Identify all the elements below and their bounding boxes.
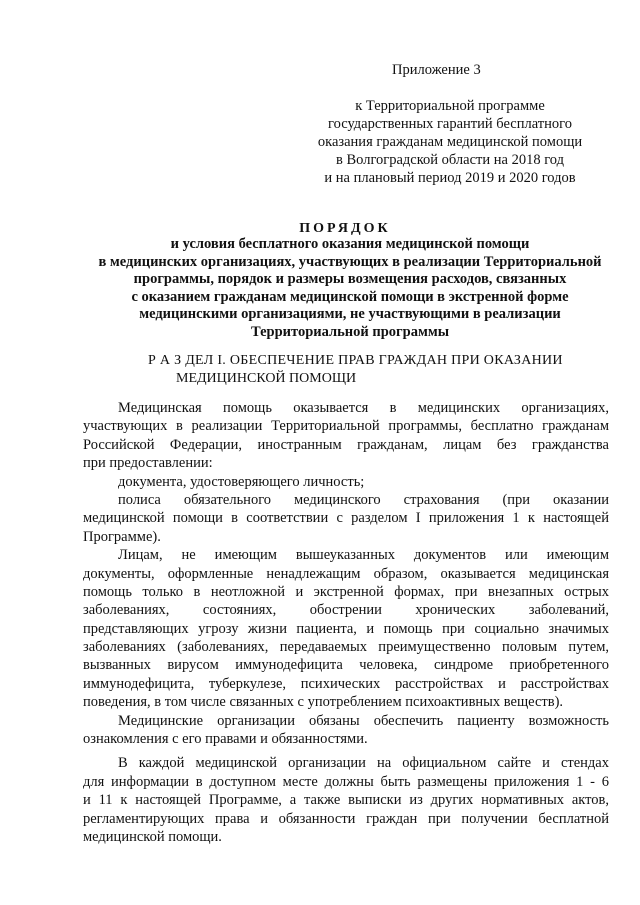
body-line: регламентирующих права и обязанности граждан при получении бесплатной xyxy=(83,810,609,827)
body-line: Медицинские организации обязаны обеспечить пациенту возможность xyxy=(118,712,609,729)
order-subtitle-line: и условия бесплатного оказания медицинской помощи xyxy=(170,236,530,252)
body-line: документы, оформленные ненадлежащим образом, оказывается медицинская xyxy=(83,565,609,582)
body-line: Программе). xyxy=(83,528,161,545)
body-line: заболеваниях (заболеваниях, передаваемых преимущественно половым путем, xyxy=(83,639,609,656)
order-subtitle-line: медицинскими организациями, не участвующими в реализации xyxy=(139,306,561,322)
body-line: медицинской помощи. xyxy=(83,828,222,845)
body-line: поведения, в том числе связанных с употреблением психоактивных веществ). xyxy=(83,694,564,711)
order-title: ПОРЯДОК xyxy=(299,221,391,236)
body-text xyxy=(83,399,609,846)
body-line: медицинской помощи в соответствии с разделом I приложения 1 к настоящей xyxy=(83,510,609,527)
section-heading-line: Р А З ДЕЛ I. ОБЕСПЕЧЕНИЕ ПРАВ ГРАЖДАН ПРИ ОКАЗАНИИ xyxy=(148,353,563,368)
body-line: и 11 к настоящей Программе, а также выписки из других нормативных актов, xyxy=(83,792,609,809)
section-heading-line: МЕДИЦИНСКОЙ ПОМОЩИ xyxy=(176,371,357,386)
body-line: представляющих угрозу жизни пациента, и помощь при социально значимых xyxy=(83,620,609,637)
appendix-reference xyxy=(300,97,600,187)
appendix-label: Приложение 3 xyxy=(392,62,481,78)
appendix-line: в Волгоградской области на 2018 год xyxy=(336,152,564,168)
body-line: ознакомления с его правами и обязанностями. xyxy=(83,731,368,748)
body-line: для информации в доступном месте должны быть размещены приложения 1 - 6 xyxy=(83,773,609,790)
order-subtitle-line: программы, порядок и размеры возмещения расходов, связанных xyxy=(133,271,567,287)
appendix-line: к Территориальной программе xyxy=(355,98,545,114)
appendix-line: оказания гражданам медицинской помощи xyxy=(317,134,583,150)
body-line: документа, удостоверяющего личность; xyxy=(118,473,365,490)
body-line: участвующих в реализации Территориальной программы, бесплатно гражданам xyxy=(83,418,609,435)
body-line: полиса обязательного медицинского страхования (при оказании xyxy=(118,491,609,508)
body-line: Лицам, не имеющим вышеуказанных документов или имеющим xyxy=(118,547,609,564)
order-subtitle-line: Территориальной программы xyxy=(250,323,450,340)
body-line: Медицинская помощь оказывается в медицинских организациях, xyxy=(118,400,609,416)
order-subtitle-line: с оказанием гражданам медицинской помощи в экстренной форме xyxy=(131,288,569,305)
order-subtitle-line: в медицинских организациях, участвующих в реализации Территориальной xyxy=(98,253,602,270)
order-subtitle xyxy=(40,236,640,341)
body-line: при предоставлении: xyxy=(83,455,213,472)
body-line: заболеваниях, состояниях, обострении хронических заболеваний, xyxy=(83,602,609,619)
section-heading xyxy=(148,352,563,388)
body-line: помощь только в неотложной и экстренной формах, при внезапных острых xyxy=(83,583,609,600)
body-line: Российской Федерации, иностранным гражданам, лицам без гражданства xyxy=(83,436,609,453)
body-line: иммунодефицита, туберкулезе, психических расстройствах и расстройствах xyxy=(83,675,609,692)
body-line: В каждой медицинской организации на официальном сайте и стендах xyxy=(118,755,609,772)
body-line: вызванных вирусом иммунодефицита человека, синдроме приобретенного xyxy=(83,657,609,674)
appendix-line: и на плановый период 2019 и 2020 годов xyxy=(324,170,576,186)
appendix-line: государственных гарантий бесплатного xyxy=(328,116,572,132)
